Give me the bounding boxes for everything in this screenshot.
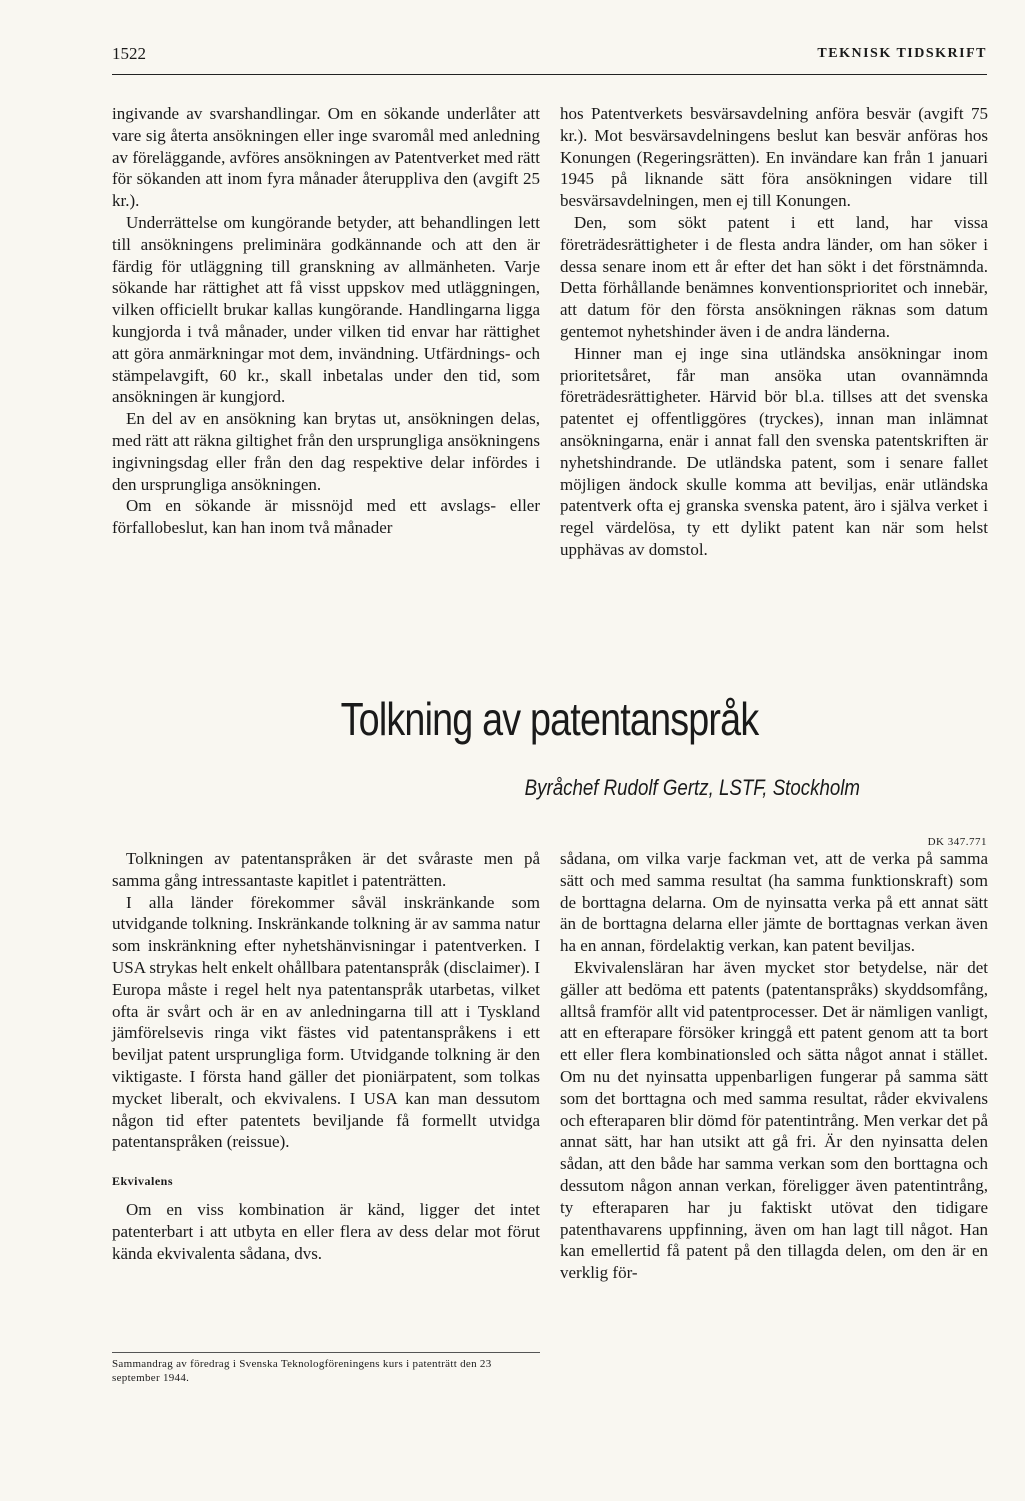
footnote: Sammandrag av föredrag i Svenska Teknologföreningens kurs i patenträtt den 23 september 1944. (112, 1352, 540, 1385)
paragraph: ingivande av svarshandlingar. Om en sökande underlåter att vare sig återta ansökningen eller inge svaromål med anledning av föreläggande, avföres ansökningen av Patentverket med rätt för sökanden att inom fyra månader återuppliva den (avgift 25 kr.). (112, 104, 540, 211)
paragraph: sådana, om vilka varje fackman vet, att de verka på samma sätt och med samma resultat (ha samma funktionskraft) som de borttagna delarna. Om de nyinsatta verka på ett annat sätt än de borttagna delarna eller jämte de borttagnas verkan även ha en annan, fördelaktig verkan, kan patent beviljas. (560, 849, 988, 956)
journal-title: TEKNISK TIDSKRIFT (817, 46, 987, 61)
page-header (112, 44, 987, 75)
top-left-column (112, 103, 540, 539)
paragraph: Om en viss kombination är känd, ligger det intet patenterbart i att utbyta en eller flera av dess delar mot förut kända ekvivalenta sådana, dvs. (112, 1199, 540, 1263)
paragraph: Tolkningen av patentanspråken är det svåraste men på samma gång intressantaste kapitlet i patenträtten. (112, 849, 540, 890)
paragraph: En del av en ansökning kan brytas ut, ansökningen delas, med rätt att räkna giltighet från den ursprungliga ansökningens ingivningsdag eller från den dag respektive delar infördes i den ursprungliga ansökningen. (112, 409, 540, 494)
paragraph: Hinner man ej inge sina utländska ansökningar inom prioritetsåret, får man ansöka utan ovannämnda företrädesrättigheter. Härvid bör bl.a. tillses att det svenska patentet ej offentliggöres (tryckes), innan man inlämnat ansökningarna, enär i annat fall den svenska patentskriften är nyhetshindrande. De utländska patent, som i senare fallet möjligen ändock skulle komma att beviljas, enär utländska patentverk ofta ej granska svenska patent, äro i själva verket i regel värdelösa, ty ett dylikt patent kan när som helst upphävas av domstol. (560, 343, 988, 559)
paragraph: Ekvivalensläran har även mycket stor betydelse, när det gäller att bedöma ett patents (patentanspråks) skyddsomfång, alltså framför allt vid patentprocesser. Det är nämligen vanligt, att en efterapare försöker kringgå ett patent genom att ta bort ett eller flera kombinationsled och sätta något annat i stället. Om nu det nyinsatta uppenbarligen fungerar på samma sätt som det borttagna och med samma resultat, råder ekvivalens och efteraparen blir dömd för patentintrång. Men verkar det på annat sätt, har han utsikt att gå fri. Är den nyinsatta delen sådan, att den både har samma verkan som den borttagna och dessutom någon annan verkan, föreligger även patentintrång, ty efteraparen har ju faktiskt utövat den tidigare patenthavarens uppfinning, även om han lagt till något. Han kan emellertid få patent på den tillagda delen, om den är en verklig för- (560, 957, 988, 1283)
dk-classification: DK 347.771 (927, 836, 987, 848)
paragraph: Den, som sökt patent i ett land, har vissa företrädesrättigheter i de flesta andra länder, om han söker i dessa senare inom ett år efter det han sökt i det förstnämnda. Detta förhållande benämnes konventionsprioritet och innebär, att datum för den första ansökningen räknas som datum gentemot nyhetshinder även i de andra länderna. (560, 212, 988, 341)
bottom-right-column (560, 848, 988, 1284)
top-right-column (560, 103, 988, 561)
page-number: 1522 (112, 44, 146, 63)
bottom-left-column (112, 848, 540, 1264)
paragraph: Om en sökande är missnöjd med ett avslags- eller förfallobeslut, kan han inom två månader (112, 496, 540, 538)
article-byline: Byråchef Rudolf Gertz, LSTF, Stockholm (524, 775, 860, 800)
section-heading: Ekvivalens (112, 1174, 174, 1189)
article-title: Tolkning av patentanspråk (340, 693, 759, 745)
paragraph: hos Patentverkets besvärsavdelning anföra besvär (avgift 75 kr.). Mot besvärsavdelningens beslut kan besvär anföras hos Konungen (Regeringsrätten). En invändare kan från 1 januari 1945 på liknande sätt föra ansökningen vidare till besvärsavdelningen, men ej till Konungen. (560, 104, 988, 211)
paragraph: Underrättelse om kungörande betyder, att behandlingen lett till ansökningens preliminära godkännande och att den är färdig för utläggning till granskning av allmänheten. Varje sökande har rättighet att få visst uppskov med utläggningen, vilken officiellt brukar kallas kungörande. Handlingarna ligga kungjorda i två månader, under vilken tid envar har rättighet att göra anmärkningar mot dem, invändning. Utfärdnings- och stämpelavgift, 60 kr., skall inbetalas under den tid, som ansökningen är kungjord. (112, 212, 540, 407)
paragraph: I alla länder förekommer såväl inskränkande som utvidgande tolkning. Inskränkande tolkning är av samma natur som inskränkning efter nyhetshänvisningar i patentverken. I USA strykas helt enkelt ohållbara patentanspråk (disclaimer). I Europa måste i regel helt nya patentanspråk utarbetas, vilket ofta är svårt och är en av anledningarna till att i Tyskland jämförelsevis ringa vikt fästes vid patentanspråkens i ett beviljat patent ursprungliga form. Utvidgande tolkning är den viktigaste. I första hand gäller det pioniärpatent, som tolkas mycket liberalt, och ekvivalens. I USA kan man dessutom någon tid efter patentets beviljande få formellt utvidga patentanspråken (reissue). (112, 892, 540, 1152)
